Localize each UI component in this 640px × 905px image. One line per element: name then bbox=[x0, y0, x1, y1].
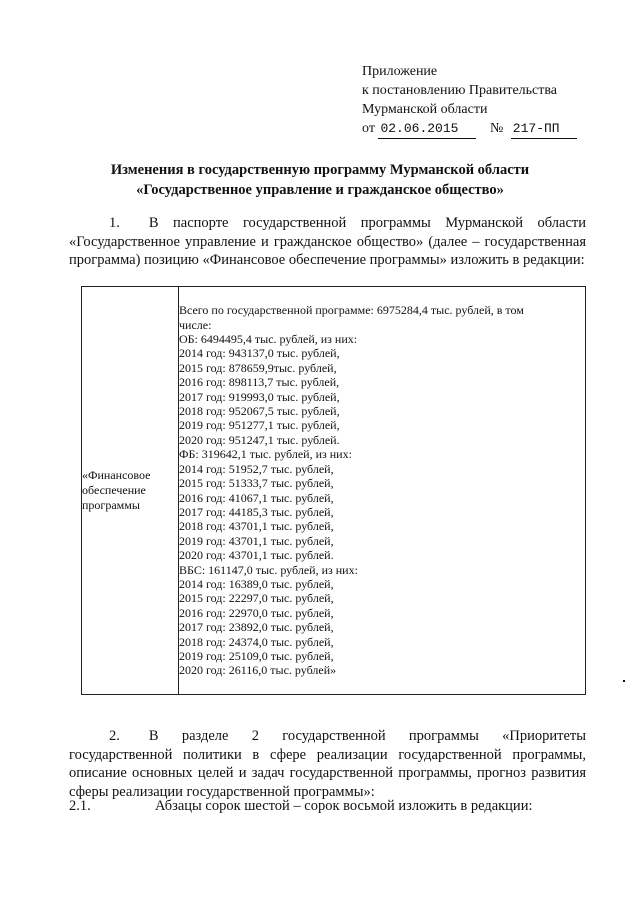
table-line: 2019 год: 25109,0 тыс. рублей, bbox=[179, 648, 334, 663]
table-line: 2020 год: 43701,1 тыс. рублей. bbox=[179, 548, 334, 563]
table-line: 2016 год: 898113,7 тыс. рублей, bbox=[179, 375, 340, 390]
table-line: 2015 год: 51333,7 тыс. рублей, bbox=[179, 476, 334, 491]
table-line: 2016 год: 41067,1 тыс. рублей, bbox=[179, 490, 334, 505]
table-line: ОБ: 6494495,4 тыс. рублей, из них: bbox=[179, 332, 358, 347]
table-left-cell: «Финансовое обеспечение программы bbox=[82, 287, 179, 695]
paragraph-2-1-text: Абзацы сорок шестой – сорок восьмой изложить в редакции: bbox=[155, 798, 533, 814]
table-right-cell bbox=[179, 287, 586, 695]
number-label: № bbox=[489, 121, 504, 136]
table-line: ФБ: 319642,1 тыс. рублей, из них: bbox=[179, 447, 352, 462]
table-line: 2016 год: 22970,0 тыс. рублей, bbox=[179, 605, 334, 620]
table-line: 2018 год: 24374,0 тыс. рублей, bbox=[179, 634, 334, 649]
table-line: 2019 год: 43701,1 тыс. рублей, bbox=[179, 533, 334, 548]
title-line-2: «Государственное управление и гражданское общество» bbox=[136, 182, 504, 198]
paragraph-2-1-number: 2.1. bbox=[69, 798, 91, 814]
annex-line-2: к постановлению Правительства bbox=[362, 83, 558, 98]
from-label: от bbox=[362, 121, 375, 136]
table-line: 2018 год: 952067,5 тыс. рублей, bbox=[179, 404, 340, 419]
paragraph-2: 2. В разделе 2 государственной программы «Приоритеты государственной политики в сфере реализации государственной программы, описание основных целей и задач государственной программы, прогноз развития сферы реализации государственной программы»: bbox=[69, 728, 586, 800]
table-line: 2015 год: 878659,9тыс. рублей, bbox=[179, 360, 337, 375]
table-line: ВБС: 161147,0 тыс. рублей, из них: bbox=[179, 562, 358, 577]
table-line: 2015 год: 22297,0 тыс. рублей, bbox=[179, 591, 334, 606]
table-line: 2017 год: 919993,0 тыс. рублей, bbox=[179, 389, 340, 404]
table-line: 2014 год: 51952,7 тыс. рублей, bbox=[179, 461, 334, 476]
table-line: 2017 год: 44185,3 тыс. рублей, bbox=[179, 504, 334, 519]
table-line: 2019 год: 951277,1 тыс. рублей, bbox=[179, 418, 340, 433]
table-line: 2014 год: 943137,0 тыс. рублей, bbox=[179, 346, 340, 361]
table-line: Всего по государственной программе: 6975284,4 тыс. рублей, в том числе: bbox=[179, 303, 524, 332]
paragraph-1: 1. В паспорте государственной программы Мурманской области «Государственное управление и гражданское общество» (далее – государственная программа) позицию «Финансовое обеспечение программы» изложить в редакции: bbox=[69, 215, 586, 268]
table-line: 2020 год: 26116,0 тыс. рублей» bbox=[179, 663, 337, 678]
financing-table bbox=[81, 286, 586, 695]
table-row bbox=[82, 287, 586, 695]
table-line: 2017 год: 23892,0 тыс. рублей, bbox=[179, 620, 334, 635]
document-title bbox=[60, 160, 580, 200]
annex-line-1: Приложение bbox=[362, 64, 438, 79]
paragraph-2-1 bbox=[69, 797, 586, 816]
table-line: 2020 год: 951247,1 тыс. рублей. bbox=[179, 432, 340, 447]
decree-date: 02.06.2015 bbox=[378, 119, 476, 139]
title-line-1: Изменения в государственную программу Мурманской области bbox=[110, 162, 530, 178]
annex-line-3: Мурманской области bbox=[362, 102, 488, 117]
table-line: 2014 год: 16389,0 тыс. рублей, bbox=[179, 576, 334, 591]
annex-date-line bbox=[362, 119, 577, 139]
stray-mark bbox=[623, 680, 625, 682]
decree-number: 217-ПП bbox=[511, 119, 577, 139]
annex-block bbox=[362, 62, 577, 139]
table-line: 2018 год: 43701,1 тыс. рублей, bbox=[179, 519, 334, 534]
